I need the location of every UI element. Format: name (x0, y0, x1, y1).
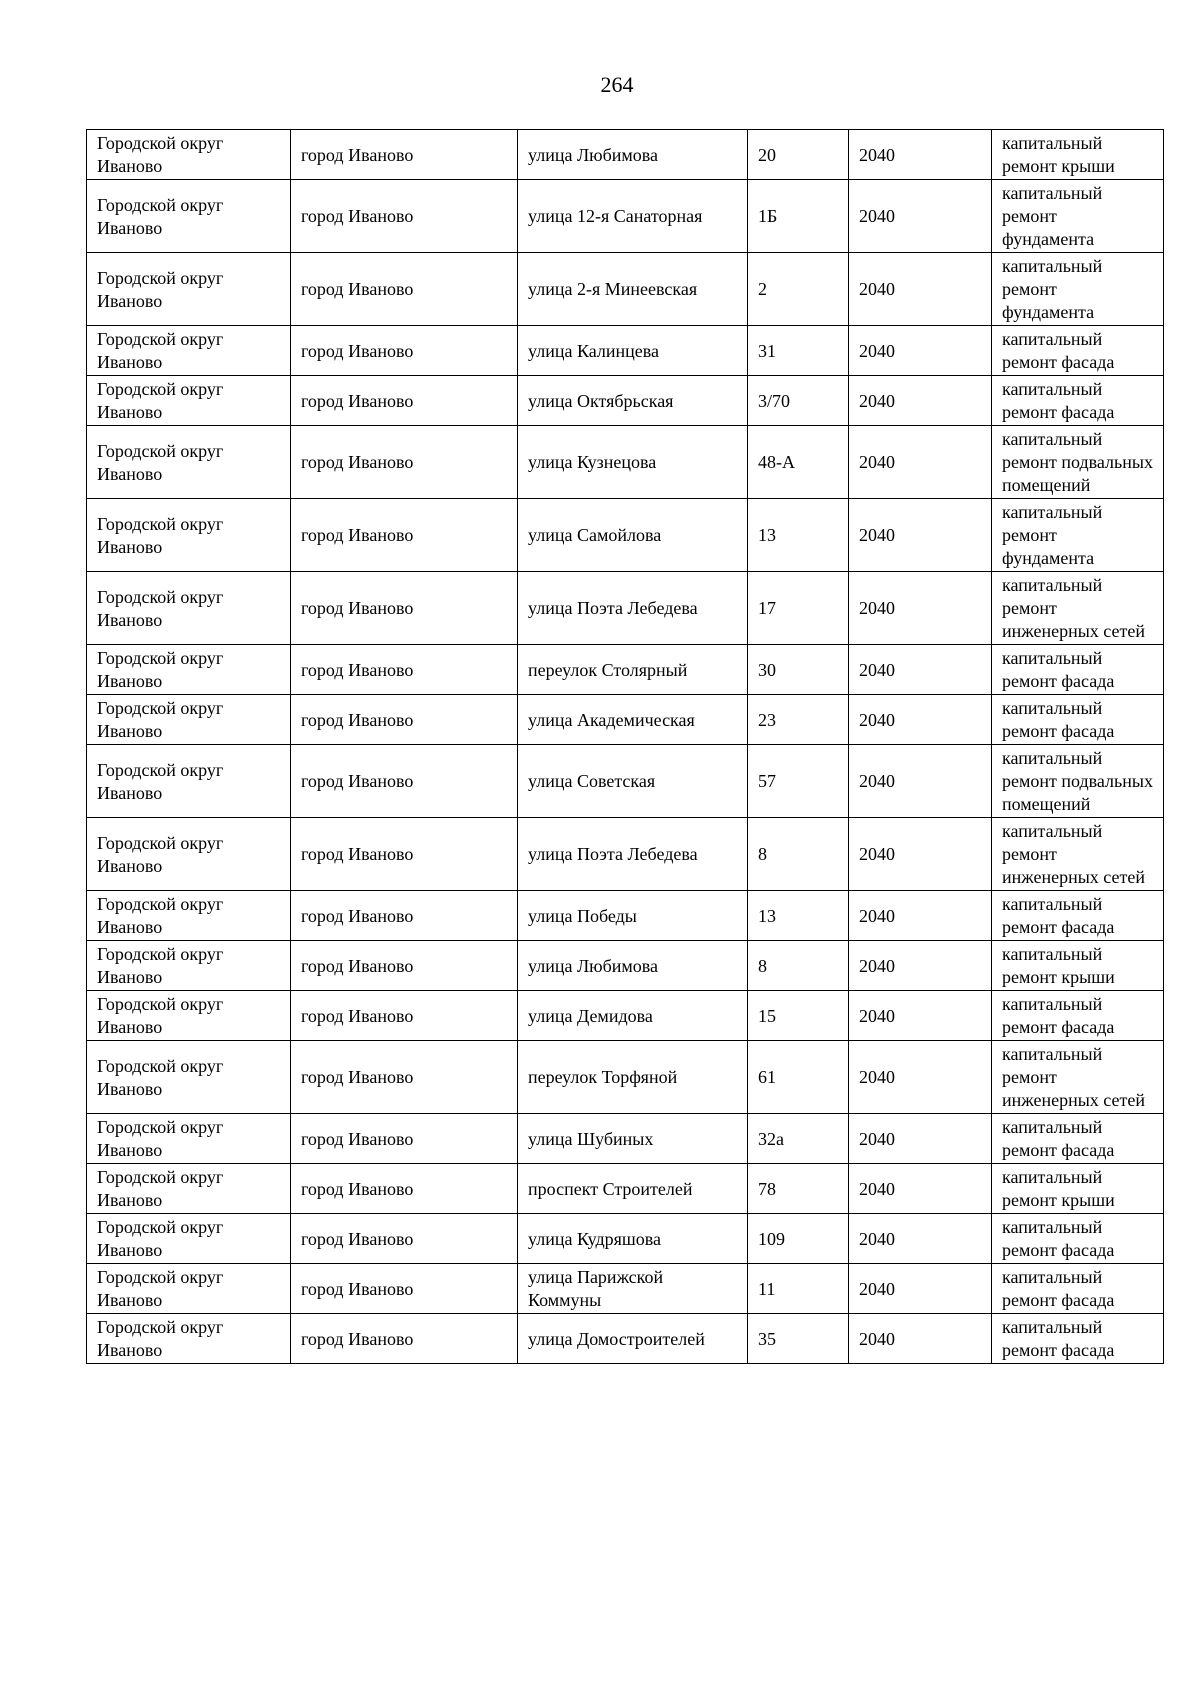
year-cell: 2040 (849, 695, 992, 745)
table-row (87, 180, 1164, 253)
work-type-cell: капитальный ремонт фасада (992, 376, 1164, 426)
house-number-cell: 15 (748, 991, 849, 1041)
city-cell: город Иваново (291, 645, 518, 695)
table-row (87, 645, 1164, 695)
street-cell: улица Калинцева (518, 326, 748, 376)
district-cell: Городской округ Иваново (87, 1114, 291, 1164)
table-row (87, 1114, 1164, 1164)
city-cell: город Иваново (291, 499, 518, 572)
work-type-cell: капитальный ремонт фасада (992, 326, 1164, 376)
street-cell: улица Академическая (518, 695, 748, 745)
district-cell: Городской округ Иваново (87, 941, 291, 991)
house-number-cell: 17 (748, 572, 849, 645)
street-cell: улица Демидова (518, 991, 748, 1041)
district-cell: Городской округ Иваново (87, 1041, 291, 1114)
work-type-cell: капитальный ремонт фасада (992, 1264, 1164, 1314)
year-cell: 2040 (849, 891, 992, 941)
street-cell: улица 12-я Санаторная (518, 180, 748, 253)
district-cell: Городской округ Иваново (87, 130, 291, 180)
city-cell: город Иваново (291, 941, 518, 991)
city-cell: город Иваново (291, 891, 518, 941)
street-cell: улица Домостроителей (518, 1314, 748, 1364)
year-cell: 2040 (849, 426, 992, 499)
work-type-cell: капитальный ремонт фасада (992, 645, 1164, 695)
work-type-cell: капитальный ремонт фасада (992, 991, 1164, 1041)
year-cell: 2040 (849, 1214, 992, 1264)
house-number-cell: 1Б (748, 180, 849, 253)
table-row (87, 572, 1164, 645)
table-row (87, 695, 1164, 745)
street-cell: улица 2-я Минеевская (518, 253, 748, 326)
house-number-cell: 8 (748, 818, 849, 891)
city-cell: город Иваново (291, 1314, 518, 1364)
work-type-cell: капитальный ремонт фасада (992, 1114, 1164, 1164)
year-cell: 2040 (849, 326, 992, 376)
district-cell: Городской округ Иваново (87, 426, 291, 499)
house-number-cell: 8 (748, 941, 849, 991)
work-type-cell: капитальный ремонт инженерных сетей (992, 572, 1164, 645)
district-cell: Городской округ Иваново (87, 1314, 291, 1364)
district-cell: Городской округ Иваново (87, 499, 291, 572)
year-cell: 2040 (849, 745, 992, 818)
city-cell: город Иваново (291, 253, 518, 326)
year-cell: 2040 (849, 645, 992, 695)
table-row (87, 1214, 1164, 1264)
city-cell: город Иваново (291, 572, 518, 645)
table-row (87, 1041, 1164, 1114)
house-number-cell: 2 (748, 253, 849, 326)
table-row (87, 326, 1164, 376)
street-cell: улица Кудряшова (518, 1214, 748, 1264)
house-number-cell: 30 (748, 645, 849, 695)
house-number-cell: 13 (748, 499, 849, 572)
district-cell: Городской округ Иваново (87, 253, 291, 326)
house-number-cell: 109 (748, 1214, 849, 1264)
work-type-cell: капитальный ремонт фасада (992, 891, 1164, 941)
street-cell: улица Любимова (518, 941, 748, 991)
table-row (87, 253, 1164, 326)
table-row (87, 130, 1164, 180)
table-body (87, 130, 1164, 1364)
city-cell: город Иваново (291, 695, 518, 745)
house-number-cell: 57 (748, 745, 849, 818)
street-cell: переулок Столярный (518, 645, 748, 695)
table-row (87, 1264, 1164, 1314)
city-cell: город Иваново (291, 130, 518, 180)
street-cell: улица Любимова (518, 130, 748, 180)
city-cell: город Иваново (291, 326, 518, 376)
year-cell: 2040 (849, 1314, 992, 1364)
street-cell: улица Поэта Лебедева (518, 572, 748, 645)
district-cell: Городской округ Иваново (87, 376, 291, 426)
street-cell: улица Победы (518, 891, 748, 941)
house-number-cell: 3/70 (748, 376, 849, 426)
city-cell: город Иваново (291, 180, 518, 253)
table-row (87, 499, 1164, 572)
year-cell: 2040 (849, 1164, 992, 1214)
street-cell: улица Поэта Лебедева (518, 818, 748, 891)
city-cell: город Иваново (291, 1214, 518, 1264)
house-number-cell: 20 (748, 130, 849, 180)
house-number-cell: 31 (748, 326, 849, 376)
year-cell: 2040 (849, 1041, 992, 1114)
year-cell: 2040 (849, 130, 992, 180)
table-row (87, 376, 1164, 426)
year-cell: 2040 (849, 818, 992, 891)
year-cell: 2040 (849, 991, 992, 1041)
work-type-cell: капитальный ремонт инженерных сетей (992, 818, 1164, 891)
city-cell: город Иваново (291, 1264, 518, 1314)
district-cell: Городской округ Иваново (87, 1164, 291, 1214)
street-cell: улица Самойлова (518, 499, 748, 572)
work-type-cell: капитальный ремонт крыши (992, 130, 1164, 180)
work-type-cell: капитальный ремонт крыши (992, 941, 1164, 991)
table-row (87, 426, 1164, 499)
table-row (87, 745, 1164, 818)
work-type-cell: капитальный ремонт фундамента (992, 253, 1164, 326)
house-number-cell: 61 (748, 1041, 849, 1114)
year-cell: 2040 (849, 253, 992, 326)
district-cell: Городской округ Иваново (87, 1214, 291, 1264)
district-cell: Городской округ Иваново (87, 180, 291, 253)
year-cell: 2040 (849, 1264, 992, 1314)
work-type-cell: капитальный ремонт фасада (992, 1214, 1164, 1264)
district-cell: Городской округ Иваново (87, 891, 291, 941)
district-cell: Городской округ Иваново (87, 1264, 291, 1314)
district-cell: Городской округ Иваново (87, 572, 291, 645)
district-cell: Городской округ Иваново (87, 745, 291, 818)
city-cell: город Иваново (291, 1041, 518, 1114)
work-type-cell: капитальный ремонт фундамента (992, 180, 1164, 253)
street-cell: улица Шубиных (518, 1114, 748, 1164)
street-cell: улица Парижской Коммуны (518, 1264, 748, 1314)
table-row (87, 1164, 1164, 1214)
repair-schedule-table (86, 129, 1164, 1364)
year-cell: 2040 (849, 941, 992, 991)
work-type-cell: капитальный ремонт подвальных помещений (992, 426, 1164, 499)
year-cell: 2040 (849, 1114, 992, 1164)
table-row (87, 941, 1164, 991)
district-cell: Городской округ Иваново (87, 991, 291, 1041)
year-cell: 2040 (849, 572, 992, 645)
work-type-cell: капитальный ремонт подвальных помещений (992, 745, 1164, 818)
house-number-cell: 23 (748, 695, 849, 745)
city-cell: город Иваново (291, 745, 518, 818)
work-type-cell: капитальный ремонт фасада (992, 695, 1164, 745)
work-type-cell: капитальный ремонт инженерных сетей (992, 1041, 1164, 1114)
house-number-cell: 13 (748, 891, 849, 941)
table-row (87, 991, 1164, 1041)
street-cell: улица Кузнецова (518, 426, 748, 499)
year-cell: 2040 (849, 499, 992, 572)
street-cell: улица Октябрьская (518, 376, 748, 426)
year-cell: 2040 (849, 376, 992, 426)
table-row (87, 818, 1164, 891)
city-cell: город Иваново (291, 991, 518, 1041)
city-cell: город Иваново (291, 376, 518, 426)
work-type-cell: капитальный ремонт крыши (992, 1164, 1164, 1214)
district-cell: Городской округ Иваново (87, 818, 291, 891)
district-cell: Городской округ Иваново (87, 695, 291, 745)
street-cell: переулок Торфяной (518, 1041, 748, 1114)
year-cell: 2040 (849, 180, 992, 253)
page-number: 264 (600, 72, 634, 97)
city-cell: город Иваново (291, 426, 518, 499)
street-cell: проспект Строителей (518, 1164, 748, 1214)
street-cell: улица Советская (518, 745, 748, 818)
work-type-cell: капитальный ремонт фундамента (992, 499, 1164, 572)
district-cell: Городской округ Иваново (87, 326, 291, 376)
district-cell: Городской округ Иваново (87, 645, 291, 695)
table-row (87, 1314, 1164, 1364)
house-number-cell: 78 (748, 1164, 849, 1214)
city-cell: город Иваново (291, 818, 518, 891)
house-number-cell: 48-А (748, 426, 849, 499)
house-number-cell: 32а (748, 1114, 849, 1164)
city-cell: город Иваново (291, 1114, 518, 1164)
city-cell: город Иваново (291, 1164, 518, 1214)
house-number-cell: 11 (748, 1264, 849, 1314)
work-type-cell: капитальный ремонт фасада (992, 1314, 1164, 1364)
house-number-cell: 35 (748, 1314, 849, 1364)
table-row (87, 891, 1164, 941)
